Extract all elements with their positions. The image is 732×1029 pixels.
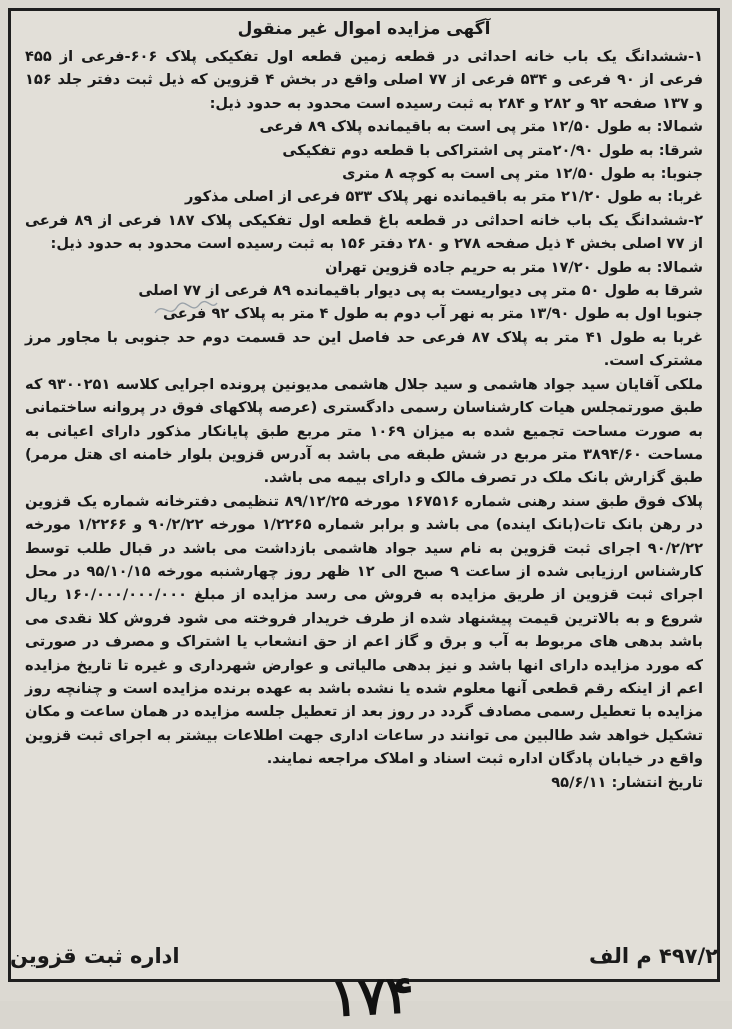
ownership-paragraph: ملکی آقایان سید جواد هاشمی و سید جلال هاشمی مدیونین پرونده اجرایی کلاسه ۹۳۰۰۲۵۱ که طبق صورتمجلس هیات کارشناسان رسمی دادگستری (عرصه پلاکهای فوق در پروانه ساختمانی به صورت مساحت تجمیع شده به میزان ۱۰۶۹ متر مربع طبق پایانکار مذکور دارای اعیانی به مساحت ۳۸۹۴/۶۰ متر مربع در شش طبقه می باشد به آدرس قزوین بلوار خامنه ای هتل مرمر) طبق گزارش بانک ملک در تصرف مالک و دارای بیمه می باشد.: [25, 375, 703, 487]
publish-date: تاریخ انتشار: ۹۵/۶/۱۱: [551, 773, 703, 791]
boundary-north-2: شمالا: به طول ۱۷/۲۰ متر به حریم جاده قزوین تهران: [325, 258, 703, 276]
paragraph-property-1: ۱-ششدانگ یک باب خانه احداثی در قطعه زمین قطعه اول تفکیکی پلاک ۶۰۶-فرعی از ۴۵۵ فرعی از ۹۰ فرعی و ۵۳۴ فرعی از ۷۷ اصلی واقع در بخش ۴ قزوین که ذیل ثبت دفتر جلد ۱۵۶ و ۱۳۷ صفحه ۹۲ و ۲۸۲ و ۲۸۴ به ثبت رسیده است محدود به حدود ذیل:: [25, 48, 704, 112]
notice-title: آگهی مزایده اموال غیر منقول: [237, 19, 491, 39]
notice-body: [11, 11, 717, 794]
notice-frame: [8, 8, 720, 982]
notice-footer: [10, 944, 718, 968]
handwritten-number: ۱۷۴: [328, 963, 416, 1029]
reference-code: ۴۹۷/۲ م الف: [588, 944, 718, 968]
auction-terms-paragraph: پلاک فوق طبق سند رهنی شماره ۱۶۷۵۱۶ مورخه ۸۹/۱۲/۲۵ تنظیمی دفترخانه شماره یک قزوین در رهن بانک تات(بانک ایندە) می باشد و برابر شماره ۱/۲۲۶۵ مورخه ۹۰/۲/۲۲ و ۱/۲۲۶۶ مورخه ۹۰/۲/۲۲ اجرای ثبت قزوین به نام سید جواد هاشمی بازداشت می باشد در قبال طلب توسط کارشناس ارزیابی شده از ساعت ۹ صبح الی ۱۲ ظهر روز چهارشنبه مورخه ۹۵/۱۰/۱۵ در محل اجرای ثبت قزوین از طریق مزایده به فروش می رسد مزایده از مبلغ ۱۶۰/۰۰۰/۰۰۰/۰۰۰ ریال شروع و به بالاترین قیمت پیشنهاد شده از طرف خریدار فروخته می شود فروش کلا نقدی می باشد بدهی های مربوط به آب و برق و گاز اعم از حق انشعاب یا اشتراک و مصرف در صورتی که مورد مزایده دارای انها باشد و نیز بدهی مالیاتی و عوارض شهرداری و غیره تا تاریخ مزایده اعم از اینکه رقم قطعی آنها معلوم شده یا نشده باشد به عهده برنده مزایده است و چنانچه روز مزایده با تعطیل رسمی مصادف گردد در روز بعد از تعطیل جلسه مزایده در همان ساعت و مکان تشکیل خواهد شد طالبین می توانند در ساعات اداری جهت اطلاعات بیشتر به اجرای ثبت قزوین واقع در خیابان پادگان اداره ثبت اسناد و املاک مراجعه نمایند.: [25, 492, 704, 768]
boundary-east-2: شرقا به طول ۵۰ متر پی دیواریست به پی دیوار باقیمانده ۸۹ فرعی از ۷۷ اصلی: [138, 282, 703, 300]
paragraph-property-2: ۲-ششدانگ یک باب خانه احداثی در قطعه باغ قطعه اول تفکیکی پلاک ۱۸۷ فرعی از ۸۹ فرعی از ۷۷ اصلی بخش ۴ ذیل صفحه ۲۷۸ و ۲۸۰ دفتر ۱۵۶ به ثبت رسیده است محدود به حدود ذیل:: [25, 211, 703, 253]
signature-mark: [151, 297, 221, 321]
boundary-north-1: شمالا: به طول ۱۲/۵۰ متر پی است به باقیمانده پلاک ۸۹ فرعی: [259, 118, 703, 136]
boundary-west-1: غربا: به طول ۲۱/۲۰ متر به باقیمانده نهر پلاک ۵۳۳ فرعی از اصلی مذکور: [185, 188, 703, 206]
boundary-east-1: شرقا: به طول ۲۰/۹۰متر پی اشتراکی با قطعه دوم تفکیکی: [282, 141, 703, 159]
issuer-name: اداره ثبت قزوین: [10, 944, 180, 968]
boundary-south-1: جنوبا: به طول ۱۲/۵۰ متر پی است به کوچه ۸ متری: [342, 165, 703, 183]
boundary-west-2: غربا به طول ۴۱ متر به پلاک ۸۷ فرعی حد فاصل این حد قسمت دوم حد جنوبی با مجاور مرز مشترک است.: [25, 328, 703, 370]
boundary-south-2: جنوبا اول به طول ۱۳/۹۰ متر به نهر آب دوم به طول ۴ متر به پلاک ۹۲ فرعی: [162, 305, 703, 323]
